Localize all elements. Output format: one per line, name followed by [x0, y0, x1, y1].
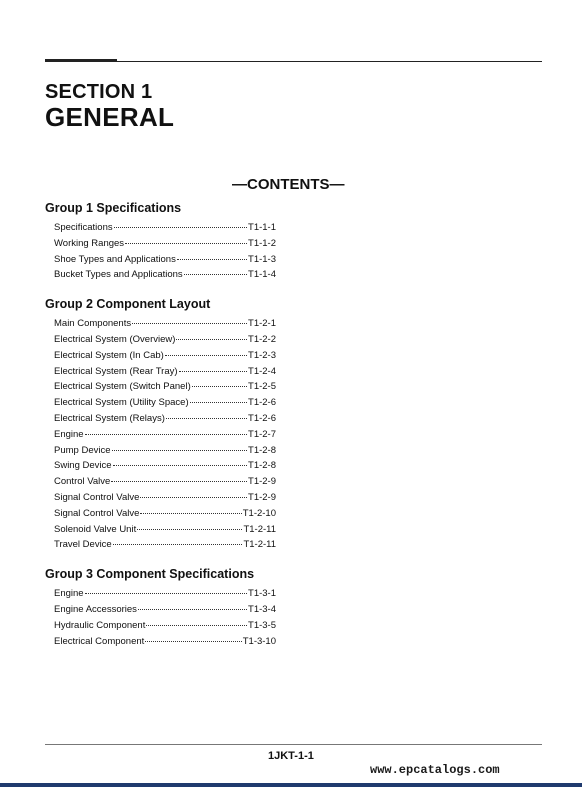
- toc-entry-title: Main Components: [54, 318, 132, 330]
- toc-entry-title: Engine: [54, 588, 84, 600]
- toc-group: [45, 200, 285, 282]
- dot-leader: [176, 329, 247, 340]
- toc-entry-title: Working Ranges: [54, 237, 125, 249]
- toc-entry-title: Signal Control Valve: [54, 507, 140, 519]
- toc-entry-title: Engine Accessories: [54, 603, 137, 615]
- toc-entry-page: T1-2-9: [248, 476, 276, 488]
- dot-leader: [112, 440, 248, 451]
- toc-entry-page: T1-2-2: [248, 333, 276, 345]
- toc-entry-page: T1-2-5: [248, 381, 276, 393]
- dot-leader: [85, 583, 247, 594]
- toc-entry-page: T1-3-10: [242, 635, 276, 647]
- dot-leader: [85, 424, 247, 435]
- dot-leader: [113, 455, 247, 466]
- toc-entry-page: T1-3-4: [248, 603, 276, 615]
- toc-entry-page: T1-2-4: [248, 365, 276, 377]
- toc-entry-page: T1-1-3: [248, 253, 276, 265]
- dot-leader: [137, 519, 242, 530]
- table-of-contents: [45, 200, 285, 662]
- toc-entry-title: Electrical System (Relays): [54, 412, 165, 424]
- dot-leader: [125, 233, 247, 244]
- toc-entry-page: T1-2-10: [242, 507, 276, 519]
- toc-entry-page: T1-2-1: [248, 318, 276, 330]
- toc-entry-title: Specifications: [54, 222, 113, 233]
- watermark-link[interactable]: www.epcatalogs.com: [370, 763, 500, 777]
- toc-entry-page: T1-2-8: [248, 460, 276, 472]
- toc-entry-page: T1-1-2: [248, 237, 276, 249]
- toc-entry-page: T1-3-1: [248, 588, 276, 600]
- toc-group-title: Group 1 Specifications: [45, 201, 182, 215]
- dot-leader: [192, 376, 247, 387]
- toc-entry-title: Electrical System (Switch Panel): [54, 381, 191, 393]
- dot-leader: [140, 503, 241, 514]
- toc-entry[interactable]: [54, 266, 276, 282]
- toc-group: [45, 566, 285, 648]
- toc-entry-page: T1-1-4: [248, 269, 276, 281]
- dot-leader: [132, 313, 247, 324]
- toc-entry-title: Electrical Component: [54, 635, 145, 647]
- header-rule: [45, 61, 542, 62]
- toc-entry-title: Shoe Types and Applications: [54, 253, 176, 265]
- dot-leader: [179, 361, 247, 372]
- toc-entry-title: Electrical System (In Cab): [54, 349, 164, 361]
- toc-group: [45, 296, 285, 552]
- toc-entry-title: Electrical System (Utility Space): [54, 397, 189, 409]
- toc-entry-page: T1-2-11: [243, 539, 276, 551]
- section-label: SECTION 1: [45, 81, 153, 103]
- toc-entry[interactable]: [54, 536, 276, 552]
- toc-entry-title: Bucket Types and Applications: [54, 269, 183, 281]
- toc-entry[interactable]: [54, 633, 276, 649]
- toc-entry-page: T1-2-6: [248, 412, 276, 424]
- dot-leader: [140, 487, 247, 498]
- dot-leader: [111, 471, 247, 482]
- toc-entry-page: T1-2-3: [248, 349, 276, 361]
- toc-entry-title: Travel Device: [54, 539, 112, 551]
- contents-heading: —CONTENTS—: [232, 176, 345, 193]
- toc-entry-page: T1-2-6: [248, 397, 276, 409]
- toc-entry-page: T1-2-7: [248, 428, 276, 440]
- dot-leader: [177, 249, 247, 260]
- page-number: 1JKT-1-1: [268, 750, 314, 762]
- toc-entry-title: Engine: [54, 428, 84, 440]
- toc-group-title: Group 2 Component Layout: [45, 297, 211, 312]
- footer-rule: [45, 744, 542, 745]
- dot-leader: [145, 631, 241, 642]
- bottom-bar: [0, 783, 582, 787]
- toc-entry-title: Electrical System (Overview): [54, 333, 176, 345]
- dot-leader: [114, 217, 247, 228]
- dot-leader: [190, 392, 247, 403]
- toc-entry-title: Pump Device: [54, 444, 111, 456]
- dot-leader: [166, 408, 247, 419]
- toc-entry-page: T1-3-5: [248, 619, 276, 631]
- toc-entry-title: Signal Control Valve: [54, 491, 140, 503]
- dot-leader: [146, 615, 247, 626]
- toc-entry-title: Control Valve: [54, 476, 111, 488]
- toc-entry-title: Solenoid Valve Unit: [54, 523, 137, 535]
- dot-leader: [165, 345, 247, 356]
- toc-entry-page: T1-2-8: [248, 444, 276, 456]
- toc-entry-page: T1-2-11: [243, 523, 276, 535]
- toc-entry-title: Electrical System (Rear Tray): [54, 365, 178, 377]
- dot-leader: [138, 599, 247, 610]
- dot-leader: [113, 534, 243, 545]
- section-title: GENERAL: [45, 102, 175, 132]
- toc-entry-title: Swing Device: [54, 460, 112, 472]
- dot-leader: [184, 264, 247, 275]
- toc-entry-title: Hydraulic Component: [54, 619, 146, 631]
- toc-entry-page: T1-2-9: [248, 491, 276, 503]
- toc-entry-page: T1-1-1: [248, 222, 276, 233]
- toc-group-title: Group 3 Component Specifications: [45, 567, 255, 582]
